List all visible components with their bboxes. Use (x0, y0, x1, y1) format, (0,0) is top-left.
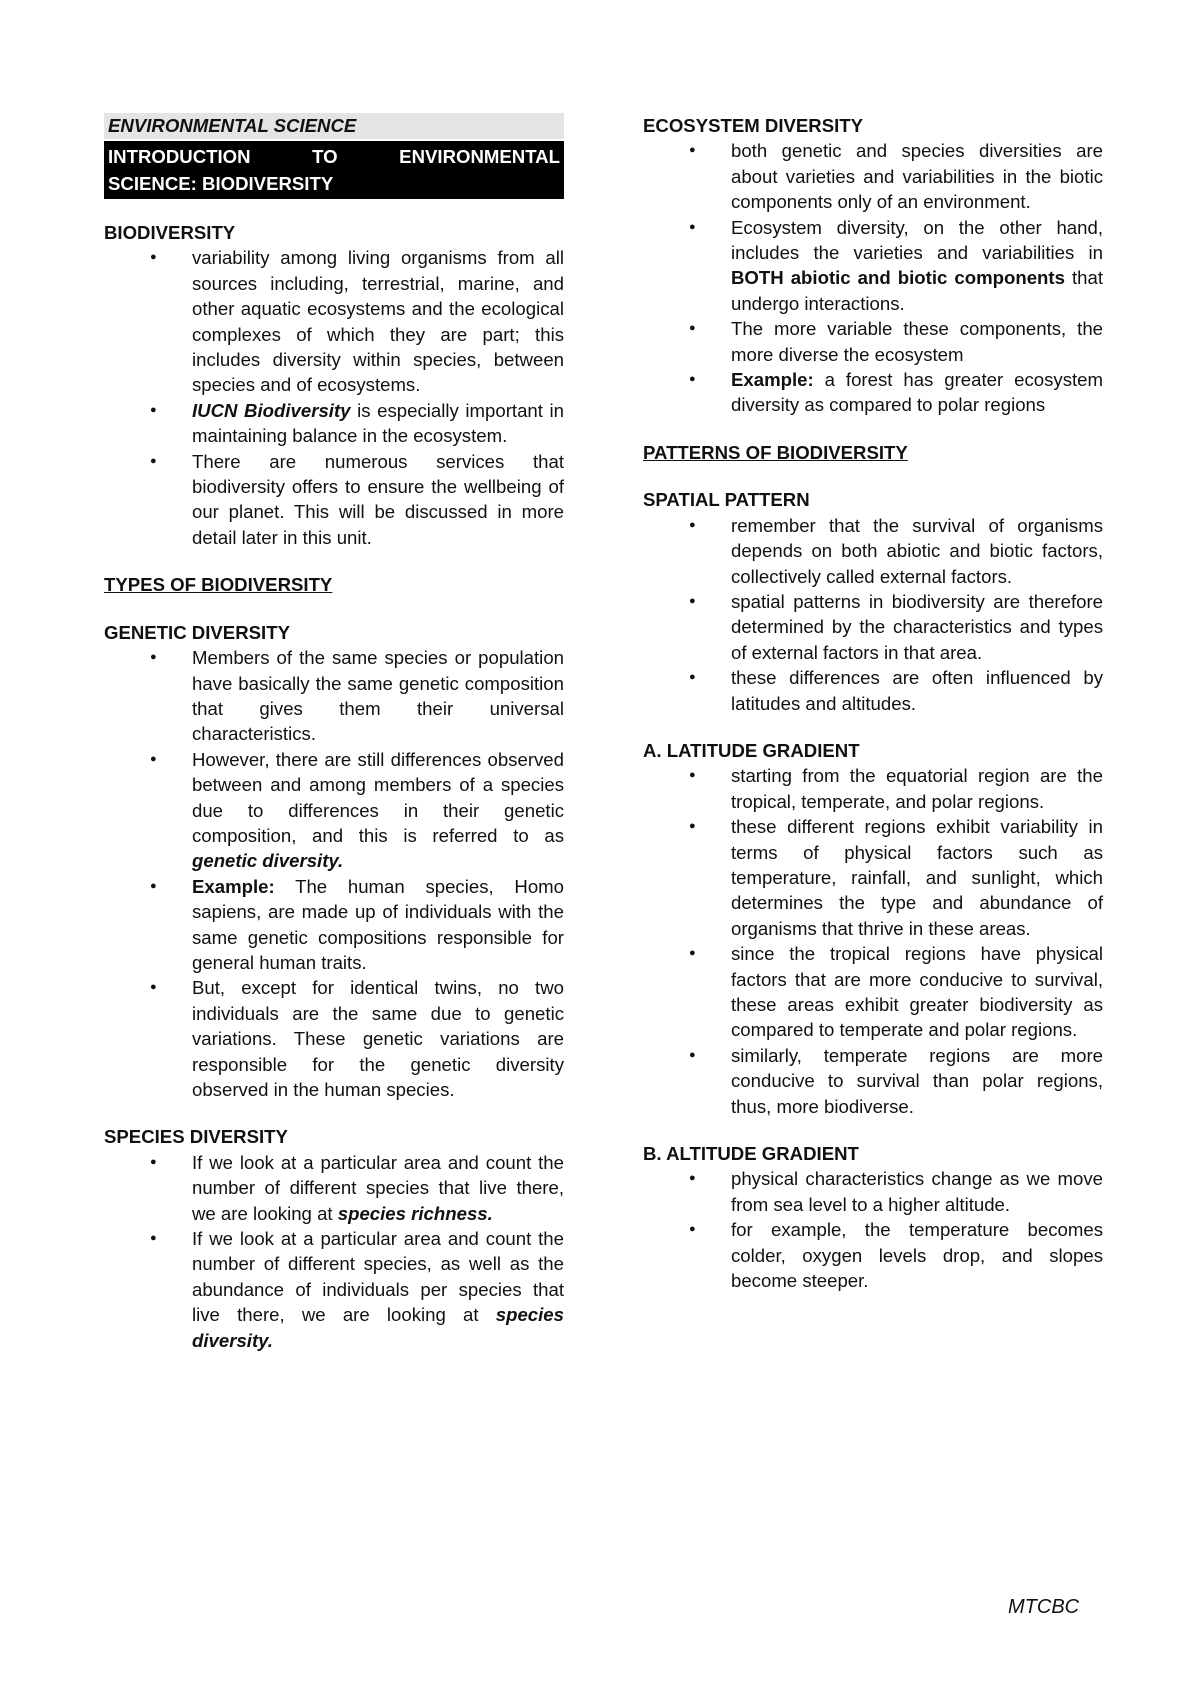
title-line-2: SCIENCE: BIODIVERSITY (108, 173, 334, 194)
latitude-heading: A. LATITUDE GRADIENT (643, 739, 860, 761)
genetic-heading: GENETIC DIVERSITY (104, 621, 290, 643)
list-item: ● If we look at a particular area and count the number of different species, as well as the abundance of individuals per species that live there, we are looking at species diversity. (104, 1226, 564, 1353)
list-item: ● IUCN Biodiversity is especially important in maintaining balance in the ecosystem. (104, 398, 564, 449)
list-item: ● Members of the same species or population have basically the same genetic composition that gives them their universal characteristics. (104, 645, 564, 747)
ecosystem-list (643, 138, 1103, 417)
list-item: ● Example: The human species, Homo sapiens, are made up of individuals with the same genetic compositions responsible for general human traits. (104, 874, 564, 976)
list-item: ● these differences are often influenced by latitudes and altitudes. (643, 665, 1103, 716)
biodiversity-heading: BIODIVERSITY (104, 222, 236, 243)
list-item: ● There are numerous services that biodiversity offers to ensure the wellbeing of our planet. This will be discussed in more detail later in this unit. (104, 449, 564, 551)
list-item: ● spatial patterns in biodiversity are therefore determined by the characteristics and types of external factors in that area. (643, 589, 1103, 665)
list-item: ● physical characteristics change as we move from sea level to a higher altitude. (643, 1166, 1103, 1217)
subject-header: ENVIRONMENTAL SCIENCE (104, 113, 564, 139)
list-item: ● However, there are still differences observed between and among members of a species due to differences in their genetic composition, and this is referred to as genetic diversity. (104, 747, 564, 874)
list-item: ● since the tropical regions have physical factors that are more conducive to survival, these areas exhibit greater biodiversity as compared to temperate and polar regions. (643, 941, 1103, 1043)
list-item: ● variability among living organisms from all sources including, terrestrial, marine, and other aquatic ecosystems and the ecological complexes of which they are part; this includes diversity within species, between species and of ecosystems. (104, 245, 564, 397)
right-column (643, 113, 1103, 1293)
list-item: ● Ecosystem diversity, on the other hand, includes the varieties and variabilities in BOTH abiotic and biotic components that undergo interactions. (643, 215, 1103, 317)
list-item: ● starting from the equatorial region are the tropical, temperate, and polar regions. (643, 763, 1103, 814)
title-line-1: INTRODUCTION TO ENVIRONMENTAL (108, 146, 560, 167)
list-item: ● for example, the temperature becomes colder, oxygen levels drop, and slopes become steeper. (643, 1217, 1103, 1293)
types-heading: TYPES OF BIODIVERSITY (104, 574, 333, 596)
latitude-list (643, 763, 1103, 1119)
footer-initials: MTCBC (1008, 1596, 1080, 1618)
genetic-list (104, 645, 564, 1102)
list-item: ● If we look at a particular area and count the number of different species that live there, we are looking at species richness. (104, 1150, 564, 1226)
list-item: ● these different regions exhibit variability in terms of physical factors such as temperature, rainfall, and sunlight, which determines the type and abundance of organisms that thrive in these areas. (643, 814, 1103, 941)
list-item: ● similarly, temperate regions are more conducive to survival than polar regions, thus, more biodiverse. (643, 1043, 1103, 1119)
patterns-heading: PATTERNS OF BIODIVERSITY (643, 441, 908, 463)
list-item: ● The more variable these components, the more diverse the ecosystem (643, 316, 1103, 367)
document-title (104, 141, 564, 199)
altitude-list (643, 1166, 1103, 1293)
list-item: ● But, except for identical twins, no two individuals are the same due to genetic variations. These genetic variations are responsible for the genetic diversity observed in the human species. (104, 975, 564, 1102)
biodiversity-list (104, 245, 564, 550)
altitude-heading: B. ALTITUDE GRADIENT (643, 1143, 859, 1165)
species-heading: SPECIES DIVERSITY (104, 1126, 288, 1148)
list-item: ● both genetic and species diversities are about varieties and variabilities in the biotic components only of an environment. (643, 138, 1103, 214)
list-item: ● Example: a forest has greater ecosystem diversity as compared to polar regions (643, 367, 1103, 418)
spatial-heading: SPATIAL PATTERN (643, 489, 810, 511)
species-list (104, 1150, 564, 1353)
list-item: ● remember that the survival of organisms depends on both abiotic and biotic factors, collectively called external factors. (643, 513, 1103, 589)
spatial-list (643, 513, 1103, 716)
left-column (104, 113, 564, 1353)
ecosystem-heading: ECOSYSTEM DIVERSITY (643, 115, 864, 136)
